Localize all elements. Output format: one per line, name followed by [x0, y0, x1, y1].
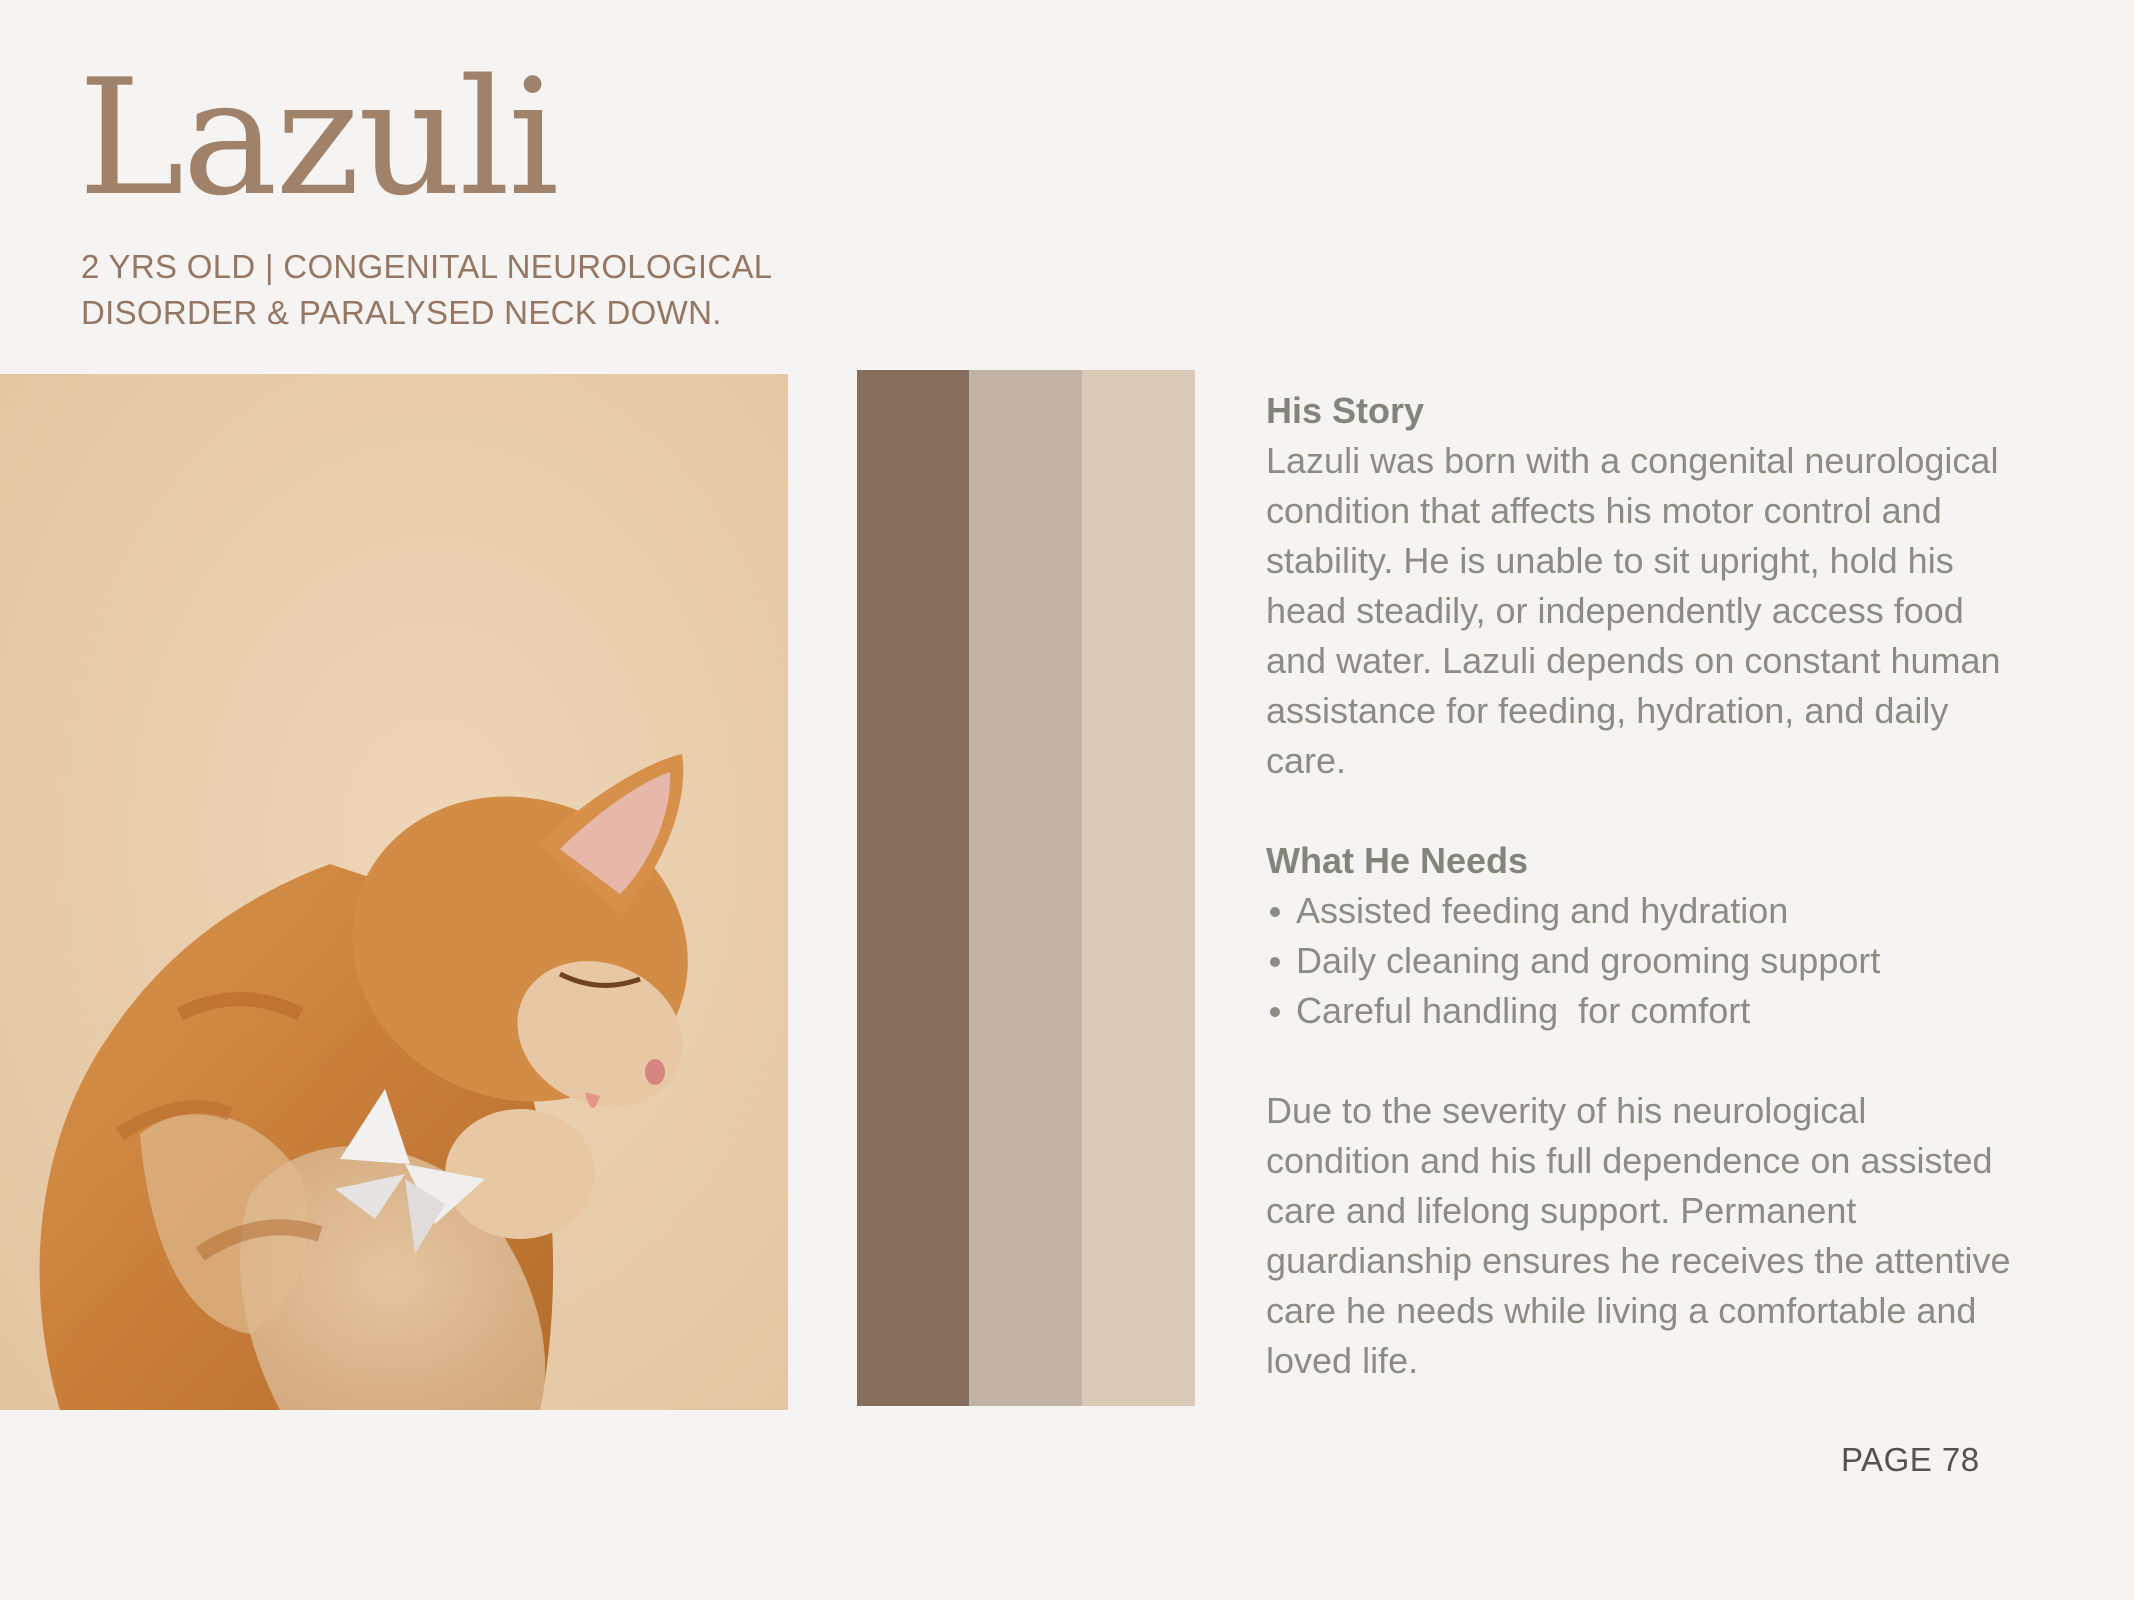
cat-photo	[0, 374, 788, 1410]
closing-line: guardianship ensures he receives the attentive	[1266, 1240, 2011, 1281]
color-swatch-medium	[969, 370, 1082, 1406]
story-line: head steadily, or independently access food	[1266, 590, 1964, 631]
story-line: stability. He is unable to sit upright, hold his	[1266, 540, 1954, 581]
closing-paragraph	[1266, 1086, 2096, 1386]
list-item	[1266, 936, 2096, 986]
need-item-label: Daily cleaning and grooming support	[1296, 940, 1881, 981]
story-line: Lazuli was born with a congenital neurological	[1266, 440, 1999, 481]
closing-line: care and lifelong support. Permanent	[1266, 1190, 1857, 1231]
needs-list	[1266, 886, 2096, 1036]
bullet-icon	[1270, 1007, 1280, 1017]
story-heading: His Story	[1266, 390, 1425, 431]
needs-heading: What He Needs	[1266, 840, 1529, 881]
list-item	[1266, 886, 2096, 936]
pet-subtitle	[81, 244, 881, 336]
story-line: assistance for feeding, hydration, and daily	[1266, 690, 1949, 731]
story-line: condition that affects his motor control and	[1266, 490, 1942, 531]
need-item-label: Assisted feeding and hydration	[1296, 890, 1789, 931]
color-swatch-light	[1082, 370, 1195, 1406]
page-number: PAGE 78	[1841, 1441, 1980, 1478]
pet-name-title: Lazuli	[78, 44, 558, 231]
subtitle-line: DISORDER & PARALYSED NECK DOWN.	[81, 294, 722, 331]
closing-line: Due to the severity of his neurological	[1266, 1090, 1867, 1131]
closing-line: care he needs while living a comfortable and	[1266, 1290, 1977, 1331]
bullet-icon	[1270, 957, 1280, 967]
closing-line: condition and his full dependence on assisted	[1266, 1140, 1993, 1181]
color-swatch-dark	[857, 370, 970, 1406]
bullet-icon	[1270, 907, 1280, 917]
list-item	[1266, 986, 2096, 1036]
story-section	[1266, 386, 2096, 1386]
subtitle-line: 2 YRS OLD | CONGENITAL NEUROLOGICAL	[81, 248, 773, 285]
sleeping-cat-illustration	[0, 374, 788, 1410]
need-item-label: Careful handling for comfort	[1296, 990, 1751, 1031]
story-paragraph	[1266, 436, 2096, 786]
story-line: and water. Lazuli depends on constant human	[1266, 640, 2001, 681]
closing-line: loved life.	[1266, 1340, 1419, 1381]
story-line: care.	[1266, 740, 1347, 781]
